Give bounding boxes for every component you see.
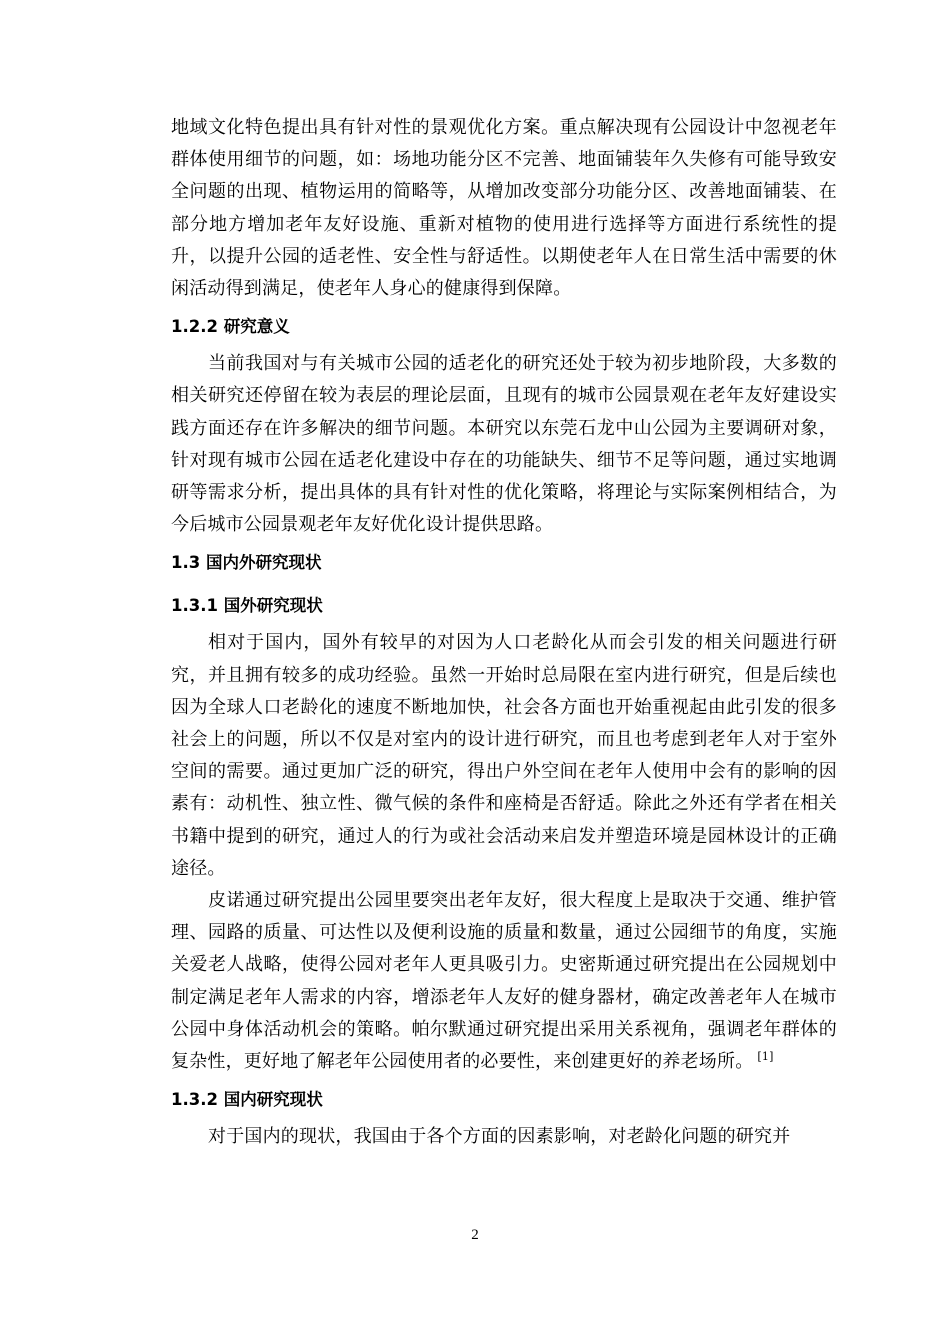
- heading-1-3-2: 1.3.2 国内研究现状: [171, 1090, 323, 1110]
- heading-1-3: 1.3 国内外研究现状: [171, 553, 322, 573]
- paragraph-foreign-research-2-text: 皮诺通过研究提出公园里要突出老年友好，很大程度上是取决于交通、维护管理、园路的质量、可达性以及便利设施的质量和数量，通过公园细节的角度，实施关爱老人战略，使得公园对老年人更具吸引力。史密斯通过研究提出在公园规划中制定满足老年人需求的内容，增添老年人友好的健身器材，确定改善老年人在城市公园中身体活动机会的策略。帕尔默通过研究提出采用关系视角，强调老年群体的复杂性，更好地了解老年公园使用者的必要性，来创建更好的养老场所。: [171, 890, 837, 1073]
- heading-1-3-1: 1.3.1 国外研究现状: [171, 596, 323, 616]
- intro-paragraph: 地域文化特色提出具有针对性的景观优化方案。重点解决现有公园设计中忽视老年群体使用细节的问题，如：场地功能分区不完善、地面铺装年久失修有可能导致安全问题的出现、植物运用的简略等，从增加改变部分功能分区、改善地面铺装、在部分地方增加老年友好设施、重新对植物的使用进行选择等方面进行系统性的提升，以提升公园的适老性、安全性与舒适性。以期使老年人在日常生活中需要的休闲活动得到满足，使老年人身心的健康得到保障。: [171, 117, 837, 300]
- page-number: 2: [471, 1227, 479, 1243]
- heading-1-2-2: 1.2.2 研究意义: [171, 317, 290, 337]
- paragraph-domestic-research: 对于国内的现状，我国由于各个方面的因素影响，对老龄化问题的研究并: [208, 1126, 791, 1148]
- paragraph-research-significance: 当前我国对与有关城市公园的适老化的研究还处于较为初步地阶段，大多数的相关研究还停留在较为表层的理论层面，且现有的城市公园景观在老年友好建设实践方面还存在许多解决的细节问题。本研究以东莞石龙中山公园为主要调研对象，针对现有城市公园在适老化建设中存在的功能缺失、细节不足等问题，通过实地调研等需求分析，提出具体的具有针对性的优化策略，将理论与实际案例相结合，为今后城市公园景观老年友好优化设计提供思路。: [171, 353, 837, 536]
- document-body: [171, 112, 837, 1153]
- citation-reference[interactable]: [1]: [757, 1050, 774, 1064]
- paragraph-foreign-research-1: 相对于国内，国外有较早的对因为人口老龄化从而会引发的相关问题进行研究，并且拥有较多的成功经验。虽然一开始时总局限在室内进行研究，但是后续也因为全球人口老龄化的速度不断地加快，社会各方面也开始重视起由此引发的很多社会上的问题，所以不仅是对室内的设计进行研究，而且也考虑到老年人对于室外空间的需要。通过更加广泛的研究，得出户外空间在老年人使用中会有的影响的因素有：动机性、独立性、微气候的条件和座椅是否舒适。除此之外还有学者在相关书籍中提到的研究，通过人的行为或社会活动来启发并塑造环境是园林设计的正确途径。: [171, 632, 837, 879]
- paragraph-foreign-research-2: [171, 885, 837, 1078]
